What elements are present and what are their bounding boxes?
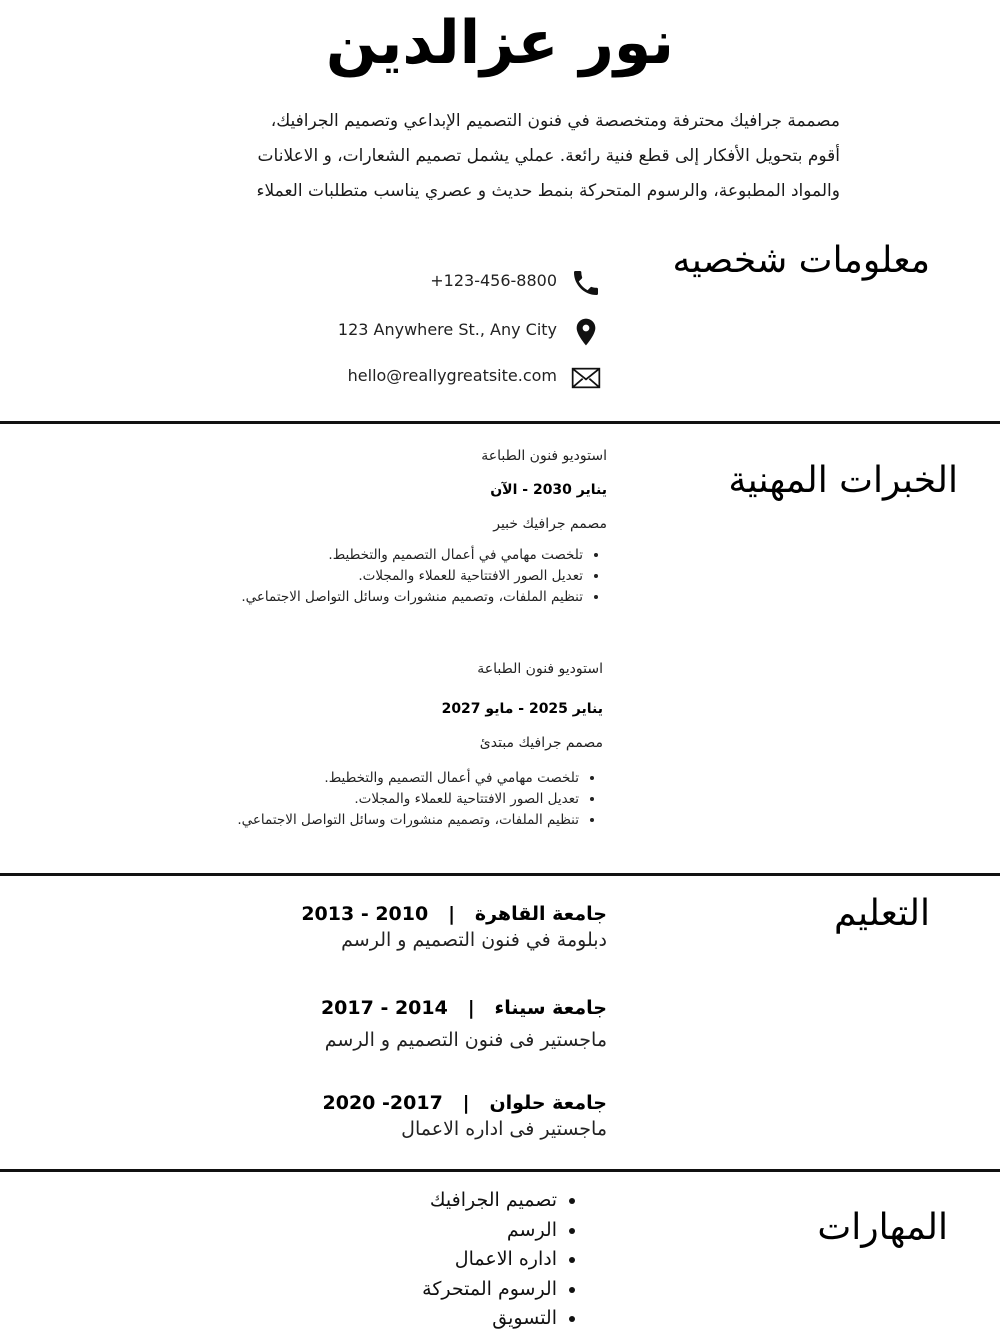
summary-line: أقوم بتحويل الأفكار إلى قطع فنية رائعة. عملي يشمل تصميم الشعارات، و الاعلانات xyxy=(257,146,840,166)
list-item: • تنظيم الملفات، وتصميم منشورات وسائل التواصل الاجتماعي. xyxy=(147,587,583,608)
mail-icon xyxy=(570,362,602,394)
school-name: جامعة سيناء xyxy=(494,997,607,1019)
skills-section-title: المهارات xyxy=(817,1207,948,1248)
section-divider xyxy=(0,1169,1000,1172)
candidate-name: نور عزالدين xyxy=(325,8,675,78)
education-heading xyxy=(87,1092,607,1114)
phone-icon xyxy=(570,267,602,299)
education-heading xyxy=(87,903,607,925)
list-item: • تعديل الصور الافتتاحية للعملاء والمجلات. xyxy=(143,789,579,810)
job-dates: يناير 2025 - مايو 2027 xyxy=(441,701,603,717)
degree: دبلومة في فنون التصميم و الرسم xyxy=(341,929,607,951)
education-entry xyxy=(87,1092,607,1140)
school-name: جامعة حلوان xyxy=(489,1092,607,1114)
section-divider xyxy=(0,873,1000,876)
list-item: • التسويق xyxy=(257,1304,557,1334)
list-item: • اداره الاعمال xyxy=(257,1245,557,1275)
education-section-title: التعليم xyxy=(834,893,930,934)
education-years: 2010 - 2013 xyxy=(301,903,429,925)
education-years: 2017- 2020 xyxy=(322,1092,443,1114)
job-dates: يناير 2030 - الآن xyxy=(490,482,607,498)
contact-email-row xyxy=(202,358,602,398)
job-role: مصمم جرافيك مبتدئ xyxy=(479,735,603,751)
job-company: استوديو فنون الطباعة xyxy=(477,661,603,677)
email-text[interactable]: hello@reallygreatsite.com xyxy=(347,366,557,385)
list-item: • الرسوم المتحركة xyxy=(257,1275,557,1305)
profile-summary xyxy=(140,104,840,209)
list-item: • تصميم الجرافيك xyxy=(257,1186,557,1216)
list-item: • تعديل الصور الافتتاحية للعملاء والمجلات. xyxy=(147,566,583,587)
school-name: جامعة القاهرة xyxy=(474,903,607,925)
section-divider xyxy=(0,421,1000,424)
job-tasks xyxy=(143,768,603,831)
list-item: • تنظيم الملفات، وتصميم منشورات وسائل التواصل الاجتماعي. xyxy=(143,810,579,831)
experience-section-title: الخبرات المهنية xyxy=(728,460,958,501)
education-entry xyxy=(87,903,607,951)
job-entry xyxy=(147,448,607,608)
degree: ماجستير فى اداره الاعمال xyxy=(401,1118,607,1140)
separator: | xyxy=(434,903,469,925)
address-text: 123 Anywhere St., Any City xyxy=(337,320,557,339)
list-item: • تلخصت مهامي في أعمال التصميم والتخطيط. xyxy=(143,768,579,789)
job-tasks xyxy=(147,545,607,608)
contact-address-row xyxy=(202,312,602,352)
education-heading xyxy=(87,997,607,1019)
separator: | xyxy=(449,1092,483,1114)
list-item: • تلخصت مهامي في أعمال التصميم والتخطيط. xyxy=(147,545,583,566)
contact-phone-row xyxy=(202,263,602,303)
separator: | xyxy=(454,997,488,1019)
phone-number: +123-456-8800 xyxy=(430,271,557,290)
summary-line: مصممة جرافيك محترفة ومتخصصة في فنون التصميم الإبداعي وتصميم الجرافيك، xyxy=(270,111,840,131)
job-role: مصمم جرافيك خبير xyxy=(493,516,607,532)
job-company: استوديو فنون الطباعة xyxy=(481,448,607,464)
location-pin-icon xyxy=(570,316,602,348)
skills-list xyxy=(257,1186,585,1334)
degree: ماجستير فى فنون التصميم و الرسم xyxy=(324,1029,607,1051)
contact-section-title: معلومات شخصيه xyxy=(672,240,930,281)
summary-line: والمواد المطبوعة، والرسوم المتحركة بنمط حديث و عصري يناسب متطلبات العملاء xyxy=(256,181,840,201)
education-years: 2014 - 2017 xyxy=(320,997,448,1019)
education-entry xyxy=(87,997,607,1051)
job-entry xyxy=(143,661,603,831)
list-item: • الرسم xyxy=(257,1216,557,1246)
